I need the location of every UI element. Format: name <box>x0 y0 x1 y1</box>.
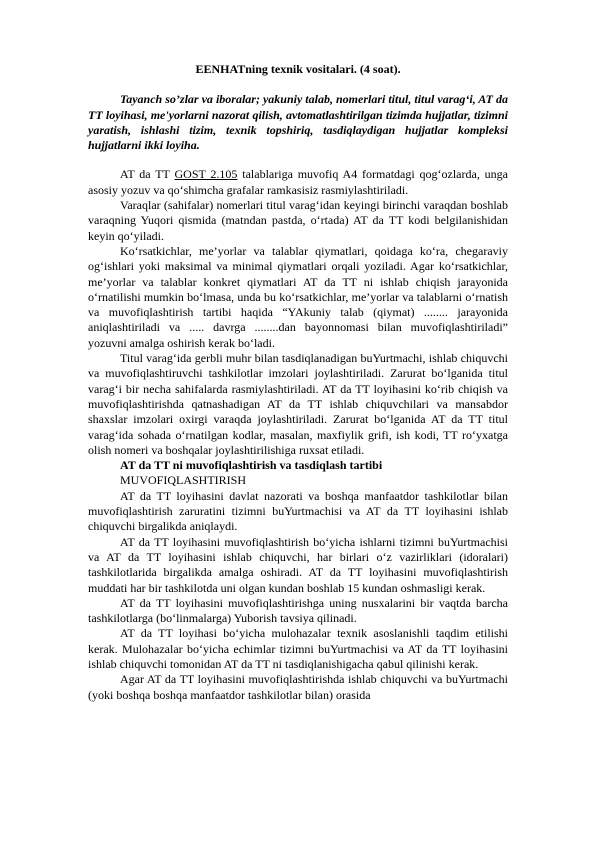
section-heading: AT da TT ni muvofiqlashtirish va tasdiqlash tartibi <box>120 458 383 473</box>
keywords-paragraph: Tayanch so’zlar va iboralar; yakuniy talab, nomerlari titul, titul varag‘i, AT da TT loyihasi, me'yorlarni nazorat qilish, avtomatlashtirilgan tizimda hujjatlar, tizimni yaratish, ishlashi tizim, texnik topshiriq, tasdiqlaydigan hujjatlar kompleksi hujjatlarni ikki loyiha. <box>88 92 508 153</box>
paragraph-indicators: Ko‘rsatkichlar, me’yorlar va talablar qiymatlari, qoidaga ko‘ra, chegaraviy og‘ishlari yoki maksimal va minimal qiymatlari orqali yoziladi. Agar ko‘rsatkichlar, me’yorlar va talablar konkret qiymatlari AT da TT ni ishlab chiqish jarayonida o‘rnatilishi mumkin bo‘lmasa, unda bu ko‘rsatkichlar, me’yorlar va talablarni o‘rnatish va muvofiqlashtirish tartibi haqida “YAkuniy talab (qiymat) ........ jarayonida aniqlashtiriladi va ..... davrga ........dan bayonnomasi bilan muvofiqlashtiriladi” yozuvni amalga oshirish kerak bo‘ladi. <box>88 243 508 350</box>
paragraph-copies: AT da TT loyihasini muvofiqlashtirishga uning nusxalarini bir vaqtda barcha tashkilotlarga (bo‘linmalarga) Yuborish tavsiya qilinadi. <box>88 595 508 626</box>
paragraph-gost-after: talablariga muvofiq A4 formatdagi qog‘ozlarda, unga asosiy yozuv va qo‘shimcha grafalar ramkasisiz rasmiylashtiriladi. <box>88 167 508 197</box>
section-subheading: MUVOFIQLASHTIRISH <box>120 473 247 488</box>
paragraph-gost <box>88 167 508 198</box>
paragraph-page-numbers: Varaqlar (sahifalar) nomerlari titul varag‘idan keyingi birinchi varaqdan boshlab varaqning Yuqori qismida (matndan pastda, o‘rtada) AT da TT kodi belgilanishidan keyin qo‘yiladi. <box>88 198 508 243</box>
paragraph-gost-before: AT da TT <box>120 167 175 182</box>
paragraph-disagreement: Agar AT da TT loyihasini muvofiqlashtirishda ishlab chiquvchi va buYurtmachi (yoki boshqa boshqa manfaatdor tashkilotlar bilan) orasida <box>88 672 508 702</box>
paragraph-remarks: AT da TT loyihasi bo‘yicha mulohazalar texnik asoslanishli taqdim etilishi kerak. Mulohazalar bo‘yicha echimlar tizimni buYurtmachisi va AT da TT loyihasini ishlab chiquvchi tomonidan AT da TT ni tasdiqlanishigacha qabul qilinishi kerak. <box>88 626 508 671</box>
document-title: EENHATning texnik vositalari. (4 soat). <box>195 62 401 76</box>
gost-link[interactable]: GOST 2.105 <box>174 167 238 182</box>
document-page <box>88 62 508 703</box>
paragraph-coordination-need: AT da TT loyihasini davlat nazorati va boshqa manfaatdor tashkilotlar bilan muvofiqlashtirish zaruratini tizimni buYurtmachisi va AT da TT loyihasini ishlab chiquvchi birgalikda aniqlaydi. <box>88 488 508 534</box>
paragraph-title-sheet: Titul varag‘ida gerbli muhr bilan tasdiqlanadigan buYurtmachi, ishlab chiquvchi va muvofiqlashtiruvchi tashkilotlar imzolari joylashtiriladi. Zarurat bo‘lganida titul varag‘i bir necha sahifalarda rasmiylashtiriladi. AT da TT loyihasini ko‘rib chiqish va muvofiqlashtirishda qatnashadigan AT da TT ishlab chiquvchilari va mansabdor shaxslar imzolari oxirgi varaqda joylashtiriladi. Zarurat bo‘lganida AT da TT titul varag‘ida sohada o‘rnatilgan kodlar, masalan, maxfiylik grifi, ish kodi, TT ro‘yxatga olish nomeri va boshqalar joylashtirilishiga ruxsat etiladi. <box>88 351 508 457</box>
paragraph-coordination-work: AT da TT loyihasini muvofiqlashtirish bo‘yicha ishlarni tizimni buYurtmachisi va AT da TT loyihasini ishlab chiquvchi, har birlari o‘z vazirliklari (idoralari) tashkilotlarida birgalikda amalga oshiradi. AT da TT loyihasini muvofiqlashtirish muddati har bir tashkilotda uni olgan kundan boshlab 15 kundan oshmasligi kerak. <box>88 534 508 595</box>
